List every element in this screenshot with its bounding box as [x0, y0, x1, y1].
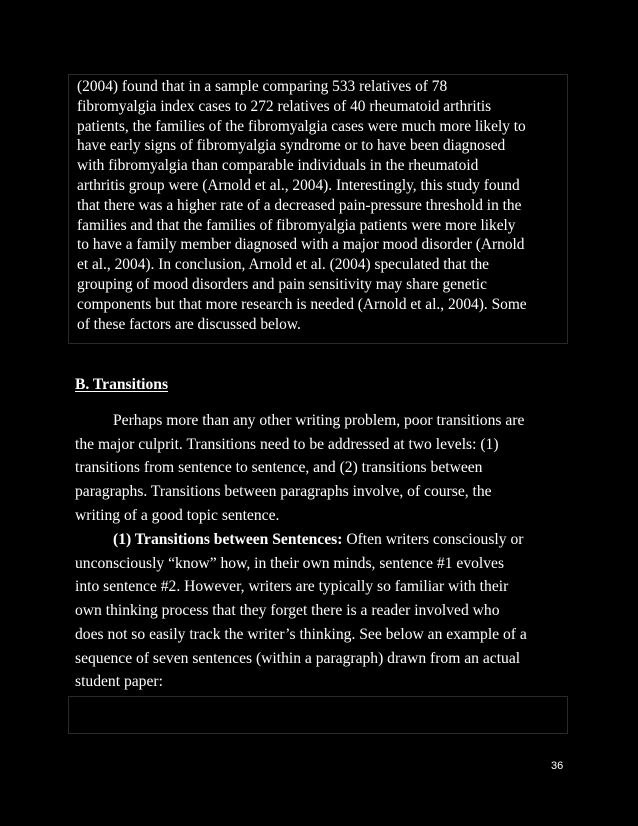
paragraph-line: own thinking process that they forget there is a reader involved who — [75, 602, 500, 620]
paragraph-line: sequence of seven sentences (within a paragraph) drawn from an actual — [75, 649, 521, 667]
quote-line: that there was a higher rate of a decreased pain-pressure threshold in the — [77, 196, 522, 214]
paragraph-line: unconsciously “know” how, in their own minds, sentence #1 evolves — [75, 554, 505, 572]
quote-line: with fibromyalgia than comparable individuals in the rheumatoid — [77, 157, 479, 175]
quote-paragraph — [77, 77, 569, 334]
paragraph-line: writing of a good topic sentence. — [75, 506, 280, 524]
quote-line: patients, the families of the fibromyalgia cases were much more likely to — [77, 117, 526, 135]
paragraph-line: into sentence #2. However, writers are typically so familiar with their — [75, 578, 509, 596]
paragraph-line: transitions from sentence to sentence, and (2) transitions between — [75, 459, 483, 477]
quote-line: families and that the families of fibromyalgia patients were more likely — [77, 216, 516, 234]
sentence-transitions-paragraph — [75, 528, 563, 694]
paragraph-line: the major culprit. Transitions need to be addressed at two levels: (1) — [75, 435, 499, 453]
section-heading: B. Transitions — [75, 376, 169, 393]
quote-line: have early signs of fibromyalgia syndrome or to have been diagnosed — [77, 137, 506, 155]
paragraph-line: student paper: — [75, 673, 163, 691]
paragraph-line: does not so easily track the writer’s thinking. See below an example of a — [75, 625, 527, 643]
example-box — [68, 696, 568, 734]
quote-line: grouping of mood disorders and pain sensitivity may share genetic — [77, 275, 487, 293]
page-number: 36 — [551, 760, 564, 772]
quote-line: fibromyalgia index cases to 272 relatives of 40 rheumatoid arthritis — [77, 97, 492, 115]
quote-line: et al., 2004). In conclusion, Arnold et al. (2004) speculated that the — [77, 256, 490, 274]
quote-line: arthritis group were (Arnold et al., 2004). Interestingly, this study found — [77, 176, 520, 194]
paragraph-line: Perhaps more than any other writing problem, poor transitions are — [113, 412, 525, 429]
quote-line: components but that more research is needed (Arnold et al., 2004). Some — [77, 295, 527, 313]
paragraph-line: (1) Transitions between Sentences: Often writers consciously or — [113, 531, 524, 548]
subsection-lead: (1) Transitions between Sentences: — [113, 531, 343, 548]
transitions-intro-paragraph — [75, 409, 563, 528]
quote-line: (2004) found that in a sample comparing 533 relatives of 78 — [77, 78, 448, 95]
paragraph-line: paragraphs. Transitions between paragraphs involve, of course, the — [75, 483, 492, 501]
quote-line: to have a family member diagnosed with a major mood disorder (Arnold — [77, 236, 525, 254]
quote-line: of these factors are discussed below. — [77, 315, 301, 333]
